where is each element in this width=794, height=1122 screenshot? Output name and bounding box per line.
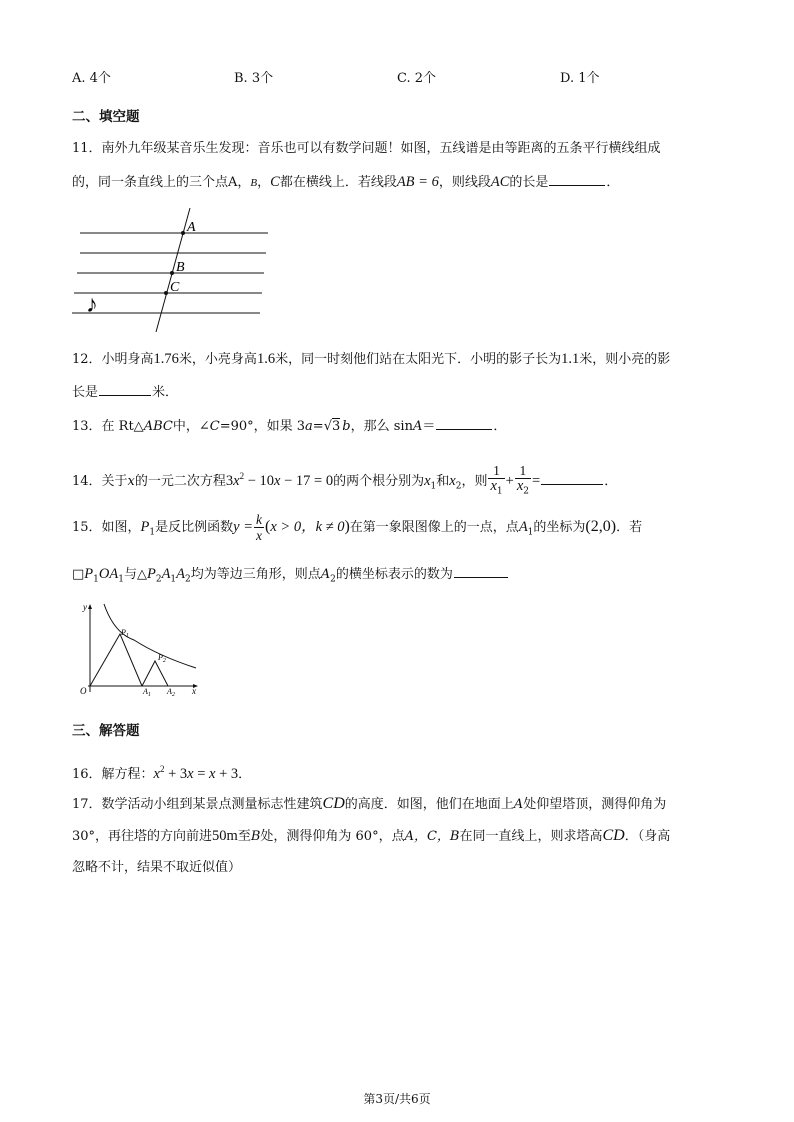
q11-line2: 的，同一条直线上的三个点A，B，C都在横线上．若线段AB = 6，则线段AC的长是 ． bbox=[72, 174, 620, 190]
section-title-fill-blank: 二、填空题 bbox=[72, 109, 140, 125]
option-c: C. 2个 bbox=[397, 71, 437, 86]
label-a: A bbox=[187, 220, 196, 235]
q16-line: 16．解方程：$x^2 + 3x = x + 3$． bbox=[72, 764, 252, 782]
y-axis-arrow bbox=[88, 604, 92, 609]
q17-line2: 30°，再往塔的方向前进50m至B处，测得仰角为 60°，点A，C，B在同一直线上，则求塔高CD．（身高 bbox=[72, 827, 671, 844]
q15-line2: $□P_1OA_1$与$\triangle P_2A_1A_2$均为等边三角形，则点$A_2$的横坐标表示的数为 bbox=[72, 564, 509, 589]
q14-fraction-1: $\frac{1}{x_1}$ bbox=[490, 462, 503, 497]
point-b bbox=[170, 271, 174, 275]
label-p2: $P_2$ bbox=[158, 653, 166, 664]
q14-equation: $3x^2 - 10x - 17 = 0$ bbox=[225, 471, 334, 489]
section-title-solutions: 三、解答题 bbox=[72, 723, 140, 739]
origin-label: O bbox=[80, 686, 87, 696]
axis-y-label: y bbox=[83, 602, 87, 612]
label-a1: $A_1$ bbox=[143, 687, 151, 698]
point-c bbox=[164, 291, 168, 295]
staff-figure bbox=[68, 208, 278, 336]
q14-line: 14．关于x的一元二次方程$3x^2 - 10x - 17 = 0$的两个根分别为$x_1$和$x_2$，则 $\frac{1}{x_1}$ + $\frac{1}{x_2}$ = ． bbox=[72, 460, 617, 502]
label-a2: $A_2$ bbox=[167, 687, 175, 698]
option-b: B. 3个 bbox=[234, 71, 274, 86]
q12-line1: 12．小明身高1.76米，小亮身高1.6米，同一时刻他们站在太阳光下．小明的影子长为1.1米，则小亮的影 bbox=[72, 351, 671, 367]
triangle-p2-a1-a2 bbox=[142, 661, 168, 686]
q15-function: y = bbox=[233, 519, 254, 535]
music-note-icon: ♪ bbox=[86, 292, 98, 318]
page-footer: 第3页/共6页 bbox=[363, 1092, 431, 1106]
q13-answer-blank[interactable] bbox=[436, 416, 492, 430]
q11-line1: 11．南外九年级某音乐生发现：音乐也可以有数学问题！如图，五线谱是由等距离的五条平行横线组成 bbox=[72, 141, 661, 156]
q15-line1: 15．如图，$P_1$是反比例函数y = $\frac{k}{x}$ (x > 0，k ≠ 0)在第一象限图像上的一点，点$A_1$的坐标为(2,0)．若 bbox=[72, 512, 643, 543]
label-b: B bbox=[176, 260, 185, 275]
q15-k-over-x: $\frac{k}{x}$ bbox=[256, 512, 263, 543]
q17-line1: 17．数学活动小组到某景点测量标志性建筑CD的高度．如图，他们在地面上A处仰望塔顶，测得仰角为 bbox=[72, 795, 667, 812]
point-a bbox=[181, 231, 185, 235]
axis-x-label: x bbox=[192, 686, 196, 696]
q12-answer-blank[interactable] bbox=[99, 382, 151, 396]
option-a: A. 4个 bbox=[72, 71, 111, 86]
q11-answer-blank[interactable] bbox=[549, 172, 605, 186]
q14-answer-blank[interactable] bbox=[541, 471, 603, 485]
label-p1: $P_1$ bbox=[121, 628, 129, 639]
q16-equation: $x^2 + 3x = x + 3$ bbox=[153, 764, 239, 782]
hyperbola-figure bbox=[74, 598, 204, 698]
label-c: C bbox=[170, 280, 180, 295]
q14-fraction-2: $\frac{1}{x_2}$ bbox=[516, 462, 529, 497]
q12-line2: 长是 米． bbox=[72, 382, 178, 402]
hyperbola-curve bbox=[104, 604, 196, 668]
sqrt-symbol: √ bbox=[323, 419, 332, 434]
triangle-p1-o-a1 bbox=[90, 634, 142, 686]
q13-line: 13．在 Rt△ABC中，∠C=90°，如果 3a=√3 b，那么 sinA＝ ． bbox=[72, 416, 506, 436]
q15-answer-blank[interactable] bbox=[454, 564, 508, 578]
q17-line3: 忽略不计，结果不取近似值） bbox=[72, 860, 242, 875]
option-d: D. 1个 bbox=[560, 71, 600, 86]
